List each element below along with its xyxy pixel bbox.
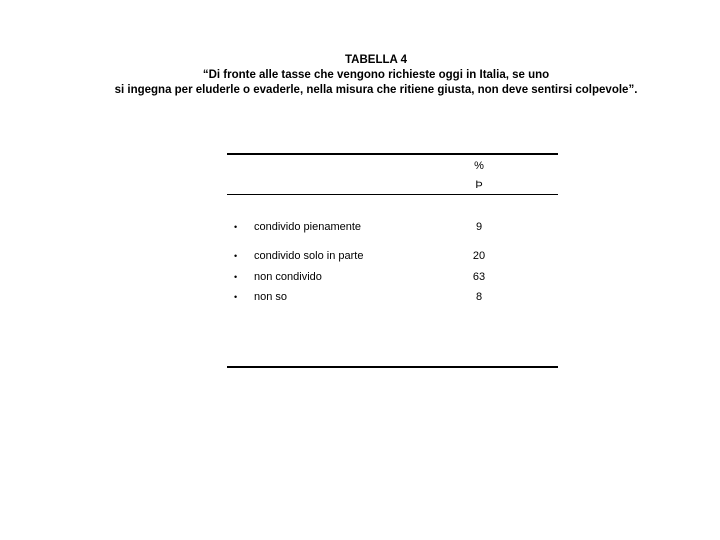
row-label: condivido pienamente [254,221,362,233]
row-value: 8 [475,291,483,303]
table-row [227,270,558,284]
row-value: 63 [472,271,486,283]
bullet-icon: • [234,251,238,261]
table-bottom-rule [227,366,558,368]
percent-column-header: % [474,160,484,172]
bullet-icon: • [234,222,238,232]
table-row [227,290,558,304]
row-label: condivido solo in parte [254,250,364,262]
table-header-rule [227,194,558,195]
bullet-icon: • [234,272,238,282]
table-title [0,53,720,98]
title-line-1: TABELLA 4 [345,54,407,66]
row-label: non so [254,291,288,303]
table-row [227,220,558,234]
row-label: non condivido [254,271,322,283]
title-line-2: “Di fronte alle tasse che vengono richieste oggi in Italia, se uno [202,69,550,81]
column-header-symbol: Þ [475,179,483,191]
row-value: 20 [472,250,486,262]
title-line-3: si ingegna per eluderle o evaderle, nella misura che ritiene giusta, non deve sentirsi colpevole”. [114,84,638,96]
table-top-rule [227,153,558,155]
table-row [227,249,558,263]
bullet-icon: • [234,292,238,302]
row-value: 9 [475,221,483,233]
